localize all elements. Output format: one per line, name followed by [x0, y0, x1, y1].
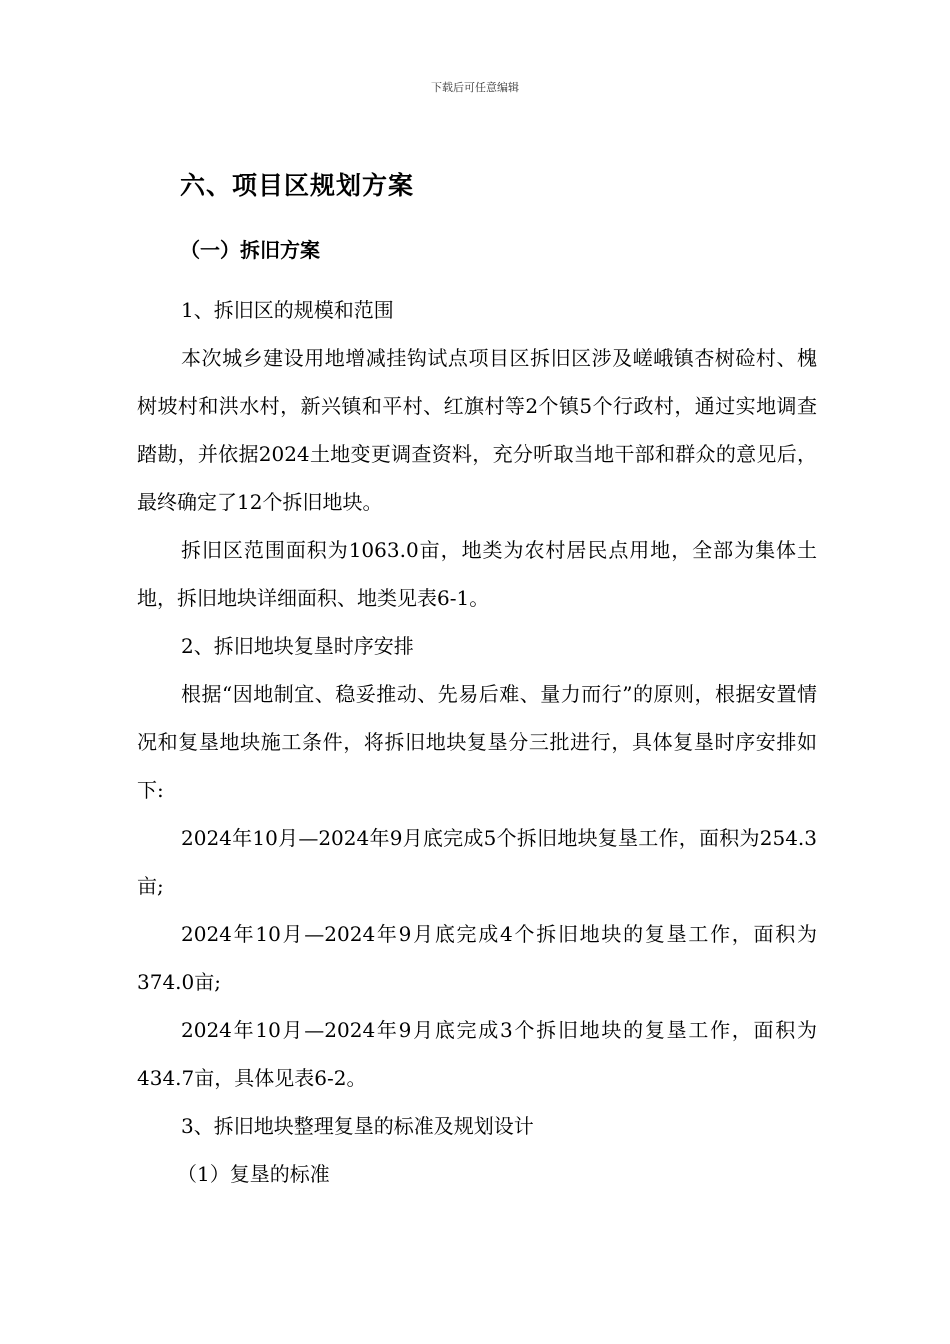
section-title: （一）拆旧方案 [180, 238, 320, 262]
chapter-title: 六、项目区规划方案 [180, 171, 415, 200]
subheading-reclamation-standard: （1）复垦的标准 [177, 1162, 330, 1186]
subheading-scale-scope: 1、拆旧区的规模和范围 [181, 298, 394, 322]
paragraph-demolition-area: 本次城乡建设用地增减挂钩试点项目区拆旧区涉及嵯峨镇杏树硷村、槐树坡村和洪水村，新兴镇和平村、红旗村等2个镇5个行政村，通过实地调查踏勘，并依据2024土地变更调查资料，充分听取当地干部和群众的意见后，最终确定了12个拆旧地块。 [137, 346, 817, 514]
paragraph-area-size: 拆旧区范围面积为1063.0亩，地类为农村居民点用地，全部为集体土地，拆旧地块详细面积、地类见表6-1。 [137, 538, 817, 610]
paragraph-batch-3: 2024年10月—2024年9月底完成3个拆旧地块的复垦工作，面积为434.7亩，具体见表6-2。 [137, 1018, 817, 1090]
paragraph-principle: 根据“因地制宜、稳妥推动、先易后难、量力而行”的原则，根据安置情况和复垦地块施工条件，将拆旧地块复垦分三批进行，具体复垦时序安排如下: [137, 682, 817, 802]
subheading-schedule: 2、拆旧地块复垦时序安排 [181, 634, 414, 658]
document-body [137, 286, 817, 1198]
paragraph-batch-2: 2024年10月—2024年9月底完成4个拆旧地块的复垦工作，面积为374.0亩; [137, 922, 817, 994]
page-header: 下载后可任意编辑 [431, 81, 519, 94]
subheading-standards: 3、拆旧地块整理复垦的标准及规划设计 [181, 1114, 534, 1138]
paragraph-batch-1: 2024年10月—2024年9月底完成5个拆旧地块复垦工作，面积为254.3亩; [137, 826, 817, 898]
